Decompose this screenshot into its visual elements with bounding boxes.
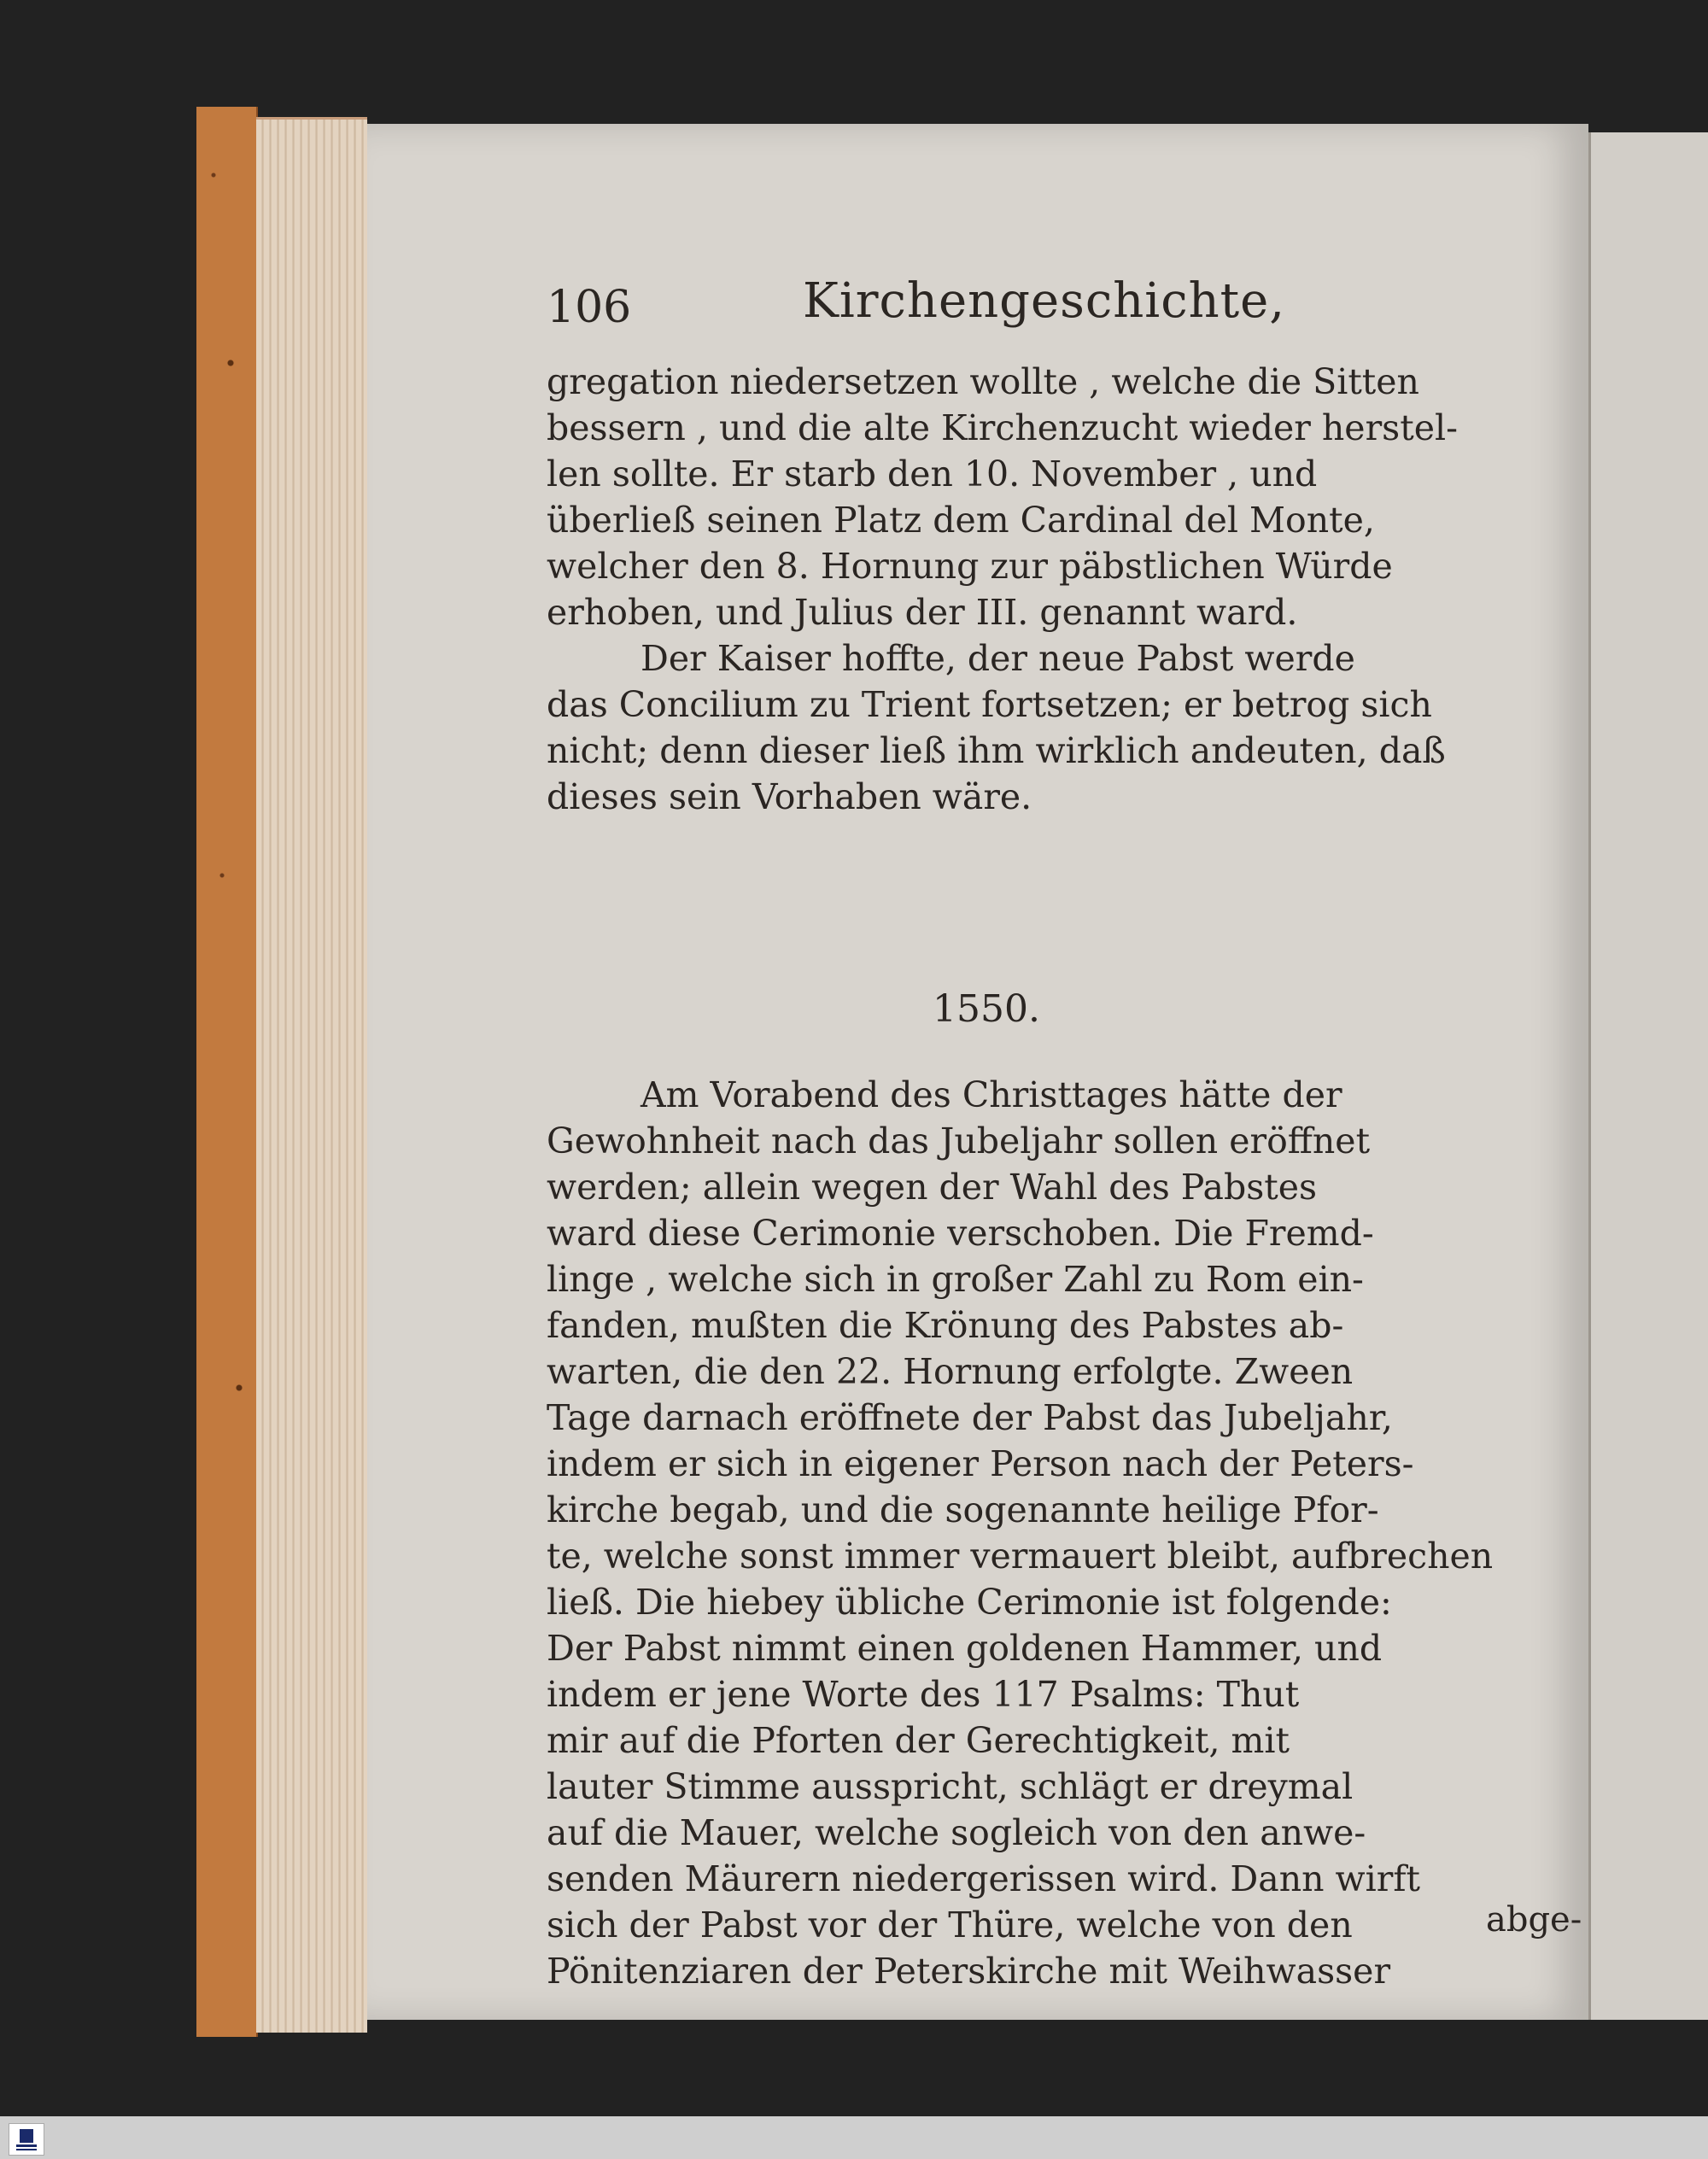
text-line: warten, die den 22. Hornung erfolgte. Zween [547,1351,1354,1392]
catchword: abge- [1486,1900,1582,1940]
text-line: bessern , und die alte Kirchenzucht wieder herstel- [547,407,1458,448]
text-line: das Concilium zu Trient fortsetzen; er betrog sich [547,684,1432,725]
page-header [547,273,1401,342]
page-stack [256,117,367,2033]
text-line: ließ. Die hiebey übliche Cerimonie ist folgende: [547,1582,1392,1623]
text-line: welcher den 8. Hornung zur päbstlichen Würde [547,546,1393,587]
text-line: Der Pabst nimmt einen goldenen Hammer, und [547,1628,1383,1669]
library-logo-icon [9,2123,44,2156]
text-line: werden; allein wegen der Wahl des Pabstes [547,1167,1318,1208]
facing-page-edge [1588,132,1708,2020]
page-number: 106 [547,282,632,333]
text-line: len sollte. Er starb den 10. November , und [547,453,1318,494]
text-line: ward diese Cerimonie verschoben. Die Fremd- [547,1213,1374,1254]
open-book [196,107,1708,2037]
text-line: überließ seinen Platz dem Cardinal del Monte, [547,500,1375,541]
text-line: Der Kaiser hoffte, der neue Pabst werde [640,638,1355,679]
text-line: Gewohnheit nach das Jubeljahr sollen eröffnet [547,1120,1371,1161]
text-line: Am Vorabend des Christtages hätte der [640,1074,1342,1115]
text-line: gregation niedersetzen wollte , welche die Sitten [547,361,1419,402]
text-line: sich der Pabst vor der Thüre, welche von den [547,1904,1353,1945]
text-line: nicht; denn dieser ließ ihm wirklich andeuten, daß [547,730,1446,771]
text-line: Pönitenziaren der Peterskirche mit Weihwasser [547,1951,1391,1992]
text-line: Tage darnach eröffnete der Pabst das Jubeljahr, [547,1397,1393,1438]
running-title: Kirchengeschichte, [803,273,1286,329]
text-line: dieses sein Vorhaben wäre. [547,776,1032,817]
text-line: fanden, mußten die Krönung des Pabstes ab- [547,1305,1344,1346]
text-block-bottom [547,986,1494,1994]
text-block-top [547,359,1458,820]
text-line: auf die Mauer, welche sogleich von den anwe- [547,1812,1366,1853]
viewer-footer-bar [0,2116,1708,2159]
book-page [367,124,1588,2020]
text-line: lauter Stimme ausspricht, schlägt er dreymal [547,1766,1354,1807]
text-line: indem er jene Worte des 117 Psalms: Thut [547,1674,1300,1715]
text-line: mir auf die Pforten der Gerechtigkeit, mit [547,1720,1290,1761]
text-line: te, welche sonst immer vermauert bleibt, aufbrechen [547,1536,1494,1577]
year-heading: 1550. [933,987,1040,1031]
text-line: kirche begab, und die sogenannte heilige Pfor- [547,1489,1379,1530]
text-line: senden Mäurern niedergerissen wird. Dann wirft [547,1858,1421,1899]
text-line: erhoben, und Julius der III. genannt ward. [547,592,1298,633]
text-line: linge , welche sich in großer Zahl zu Rom ein- [547,1259,1364,1300]
text-line: indem er sich in eigener Person nach der Peters- [547,1443,1414,1484]
book-cover-edge [196,107,258,2037]
